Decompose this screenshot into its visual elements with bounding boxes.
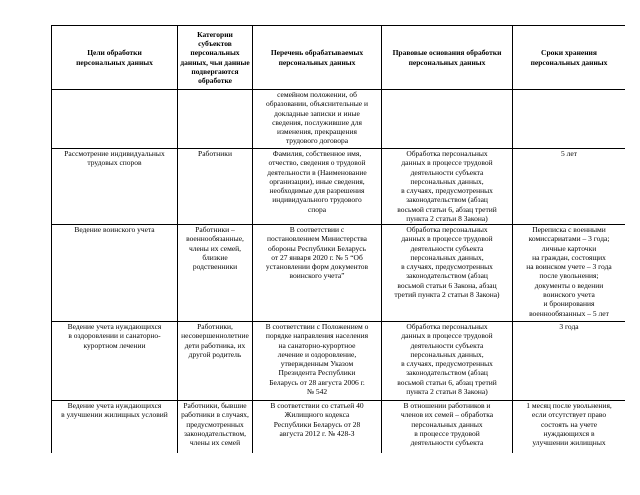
header-legal-basis: Правовые основания обработки персональных данных [382,26,513,90]
header-goals: Цели обработки персональных данных [52,26,178,90]
table-row [52,225,626,322]
document-page [51,25,625,453]
cell-subjects: Работники, бывшие работники в случаях, предусмотренных законодательством, члены их семей [178,401,253,454]
cell-basis: Обработка персональных данных в процессе трудовой деятельности субъекта персональных данных, в случаях, предусмотренных законодательством (абзац восьмой статьи 6 Закона, абзац третий пункта 2 статьи 8 Закона) [382,225,513,322]
table-row [52,90,626,149]
table-header-row [52,26,626,90]
table-row [52,149,626,225]
cell-goal: Ведение учета нуждающихся в улучшении жилищных условий [52,401,178,454]
header-data-list: Перечень обрабатываемых персональных данных [253,26,382,90]
cell-data: В соответствии со статьей 40 Жилищного кодекса Республики Беларусь от 28 августа 2012 г. № 428-З [253,401,382,454]
cell-subjects: Работники – военнообязанные, члены их семей, близкие родственники [178,225,253,322]
cell-goal: Рассмотрение индивидуальных трудовых споров [52,149,178,225]
cell-term: 1 месяц после увольнения, если отсутствует право состоять на учете нуждающихся в улучшении жилищных [513,401,626,454]
cell-subjects: Работники, несовершеннолетние дети работника, их другой родитель [178,322,253,401]
cell-goal: Ведение учета нуждающихся в оздоровлении и санаторно- курортном лечении [52,322,178,401]
cell-goal [52,90,178,149]
cell-basis [382,90,513,149]
personal-data-table [51,25,625,453]
table-row [52,401,626,454]
cell-basis: В отношении работников и членов их семей – обработка персональных данных в процессе трудовой деятельности субъекта [382,401,513,454]
cell-subjects: Работники [178,149,253,225]
header-storage-term: Сроки хранения персональных данных [513,26,626,90]
cell-term: 5 лет [513,149,626,225]
cell-term [513,90,626,149]
cell-basis: Обработка персональных данных в процессе трудовой деятельности субъекта персональных данных, в случаях, предусмотренных законодательством (абзац восьмой статьи 6, абзац третий пункта 2 статьи 8 Закона) [382,149,513,225]
cell-goal: Ведение воинского учета [52,225,178,322]
table-row [52,322,626,401]
cell-term: 3 года [513,322,626,401]
cell-basis: Обработка персональных данных в процессе трудовой деятельности субъекта персональных данных, в случаях, предусмотренных законодательством (абзац восьмой статьи 6, абзац третий пункта 2 статьи 8 Закона) [382,322,513,401]
cell-data: Фамилия, собственное имя, отчество, сведения о трудовой деятельности в (Наименование организации), иные сведения, необходимые для разрешения индивидуального трудового спора [253,149,382,225]
cell-data: В соответствии с Положением о порядке направления населения на санаторно-курортное лечение и оздоровление, утвержденным Указом Президента Республики Беларусь от 28 августа 2006 г. № 542 [253,322,382,401]
cell-subjects [178,90,253,149]
cell-data: В соответствии с постановлением Министерства обороны Республики Беларусь от 27 января 2020 г. № 5 “Об установлении форм документов воинского учета” [253,225,382,322]
cell-data: семейном положении, об образовании, объяснительные и докладные записки и иные сведения, послужившие для изменения, прекращения трудового договора [253,90,382,149]
header-subjects: Категории субъектов персональных данных, чьи данные подвергаются обработке [178,26,253,90]
cell-term: Переписка с военными комиссариатами – 3 года; личные карточки на граждан, состоящих на воинском учете – 3 года после увольнения; документы о ведении воинского учета и бронирования военнообязанных – 5 лет [513,225,626,322]
